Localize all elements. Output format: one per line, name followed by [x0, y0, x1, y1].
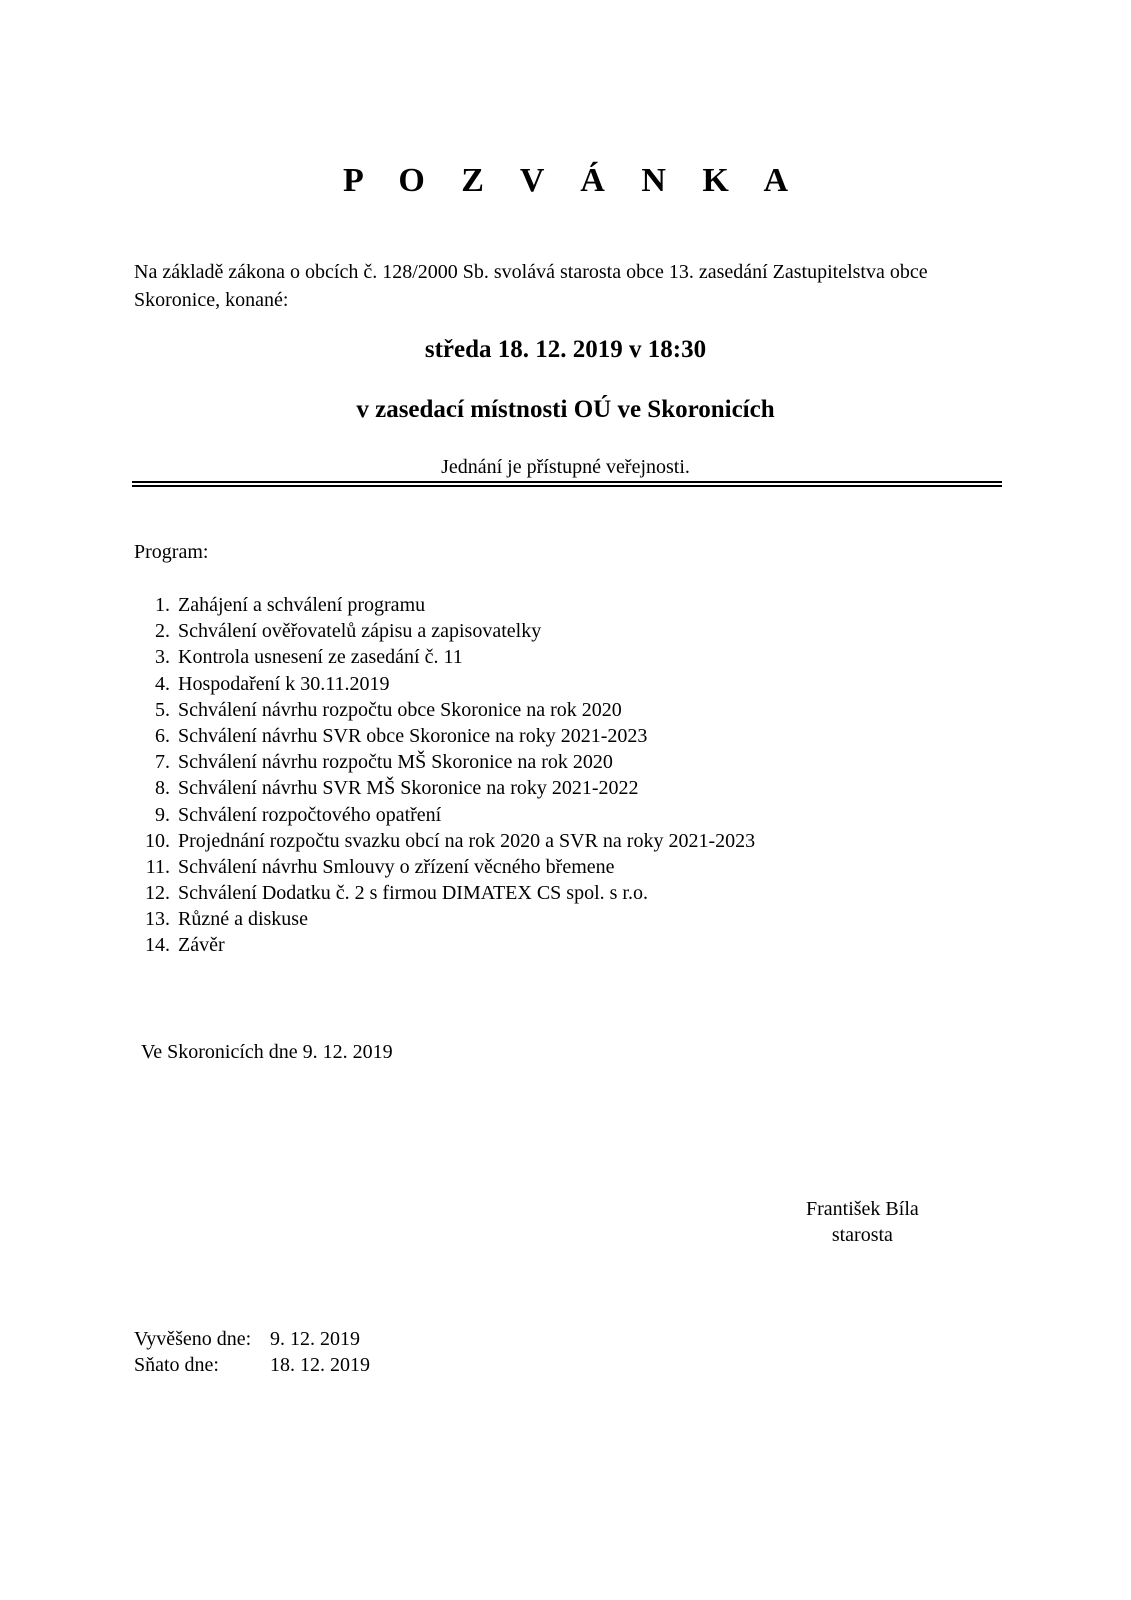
agenda-item: [134, 828, 755, 854]
agenda-item: [134, 775, 755, 801]
posted-label: Vyvěšeno dne:: [134, 1328, 252, 1350]
agenda-item-number: 4.: [155, 672, 170, 695]
agenda-item-text: Zahájení a schválení programu: [178, 594, 426, 616]
agenda-item-text: Schválení návrhu SVR obce Skoronice na roky 2021-2023: [178, 724, 648, 747]
agenda-item-text: Schválení návrhu rozpočtu MŠ Skoronice na rok 2020: [178, 751, 613, 774]
agenda-item-text: Závěr: [178, 934, 225, 957]
public-note: Jednání je přístupné veřejnosti.: [441, 456, 690, 478]
agenda-item-text: Schválení návrhu SVR MŠ Skoronice na roky 2021-2022: [178, 777, 639, 800]
agenda-item-number: 5.: [155, 698, 170, 721]
agenda-item: [134, 854, 755, 880]
agenda-item-number: 2.: [155, 620, 170, 643]
agenda-item: [134, 592, 755, 618]
agenda-item: [134, 880, 755, 906]
agenda-item: [134, 749, 755, 775]
meeting-place: v zasedací místnosti OÚ ve Skoronicích: [356, 396, 775, 423]
signatory-role: starosta: [831, 1224, 893, 1246]
posted-row: [134, 1326, 370, 1352]
agenda-item: [134, 802, 755, 828]
double-divider: [132, 481, 1002, 487]
agenda-item-text: Různé a diskuse: [178, 908, 308, 931]
meeting-date: středa 18. 12. 2019 v 18:30: [424, 336, 707, 363]
agenda-item-text: Hospodaření k 30.11.2019: [178, 672, 390, 695]
agenda-item-number: 8.: [155, 777, 170, 800]
agenda-item: [134, 932, 755, 958]
agenda-item-text: Schválení Dodatku č. 2 s firmou DIMATEX CS spol. s r.o.: [178, 882, 648, 905]
agenda-item: [134, 906, 755, 932]
agenda-item-number: 12.: [145, 882, 170, 905]
agenda-item-number: 13.: [145, 908, 170, 931]
agenda-item-text: Kontrola usnesení ze zasedání č. 11: [178, 646, 463, 669]
agenda-item-number: 1.: [155, 594, 170, 616]
agenda-item-text: Schválení návrhu Smlouvy o zřízení věcného břemene: [178, 855, 615, 878]
removed-date: 18. 12. 2019: [270, 1354, 370, 1376]
place-and-date: Ve Skoronicích dne 9. 12. 2019: [141, 1041, 393, 1063]
agenda-list: [134, 592, 755, 959]
agenda-item-number: 11.: [145, 855, 170, 878]
agenda-item-number: 7.: [155, 751, 170, 774]
agenda-item-number: 9.: [155, 803, 170, 826]
agenda-item-number: 10.: [145, 829, 170, 852]
intro-paragraph: Na základě zákona o obcích č. 128/2000 Sb. svolává starosta obce 13. zasedání Zastupitelstva obce Skoronice, konané:: [134, 261, 928, 311]
agenda-item-text: Schválení ověřovatelů zápisu a zapisovatelky: [178, 620, 542, 643]
agenda-item: [134, 723, 755, 749]
posting-record: [134, 1326, 370, 1378]
posted-date: 9. 12. 2019: [270, 1328, 360, 1350]
agenda-item: [134, 671, 755, 697]
signature-block: [806, 1196, 919, 1248]
agenda-item-number: 6.: [155, 724, 170, 747]
agenda-item-text: Schválení návrhu rozpočtu obce Skoronice na rok 2020: [178, 698, 622, 721]
agenda-item-text: Schválení rozpočtového opatření: [178, 803, 442, 826]
agenda-item-number: 14.: [145, 934, 170, 957]
agenda-item-number: 3.: [155, 646, 170, 669]
program-label: Program:: [134, 541, 209, 563]
agenda-item-text: Projednání rozpočtu svazku obcí na rok 2020 a SVR na roky 2021-2023: [178, 829, 756, 852]
agenda-item: [134, 697, 755, 723]
agenda-item: [134, 618, 755, 644]
agenda-item: [134, 644, 755, 670]
removed-row: [134, 1352, 370, 1378]
signatory-name: František Bíla: [806, 1198, 919, 1220]
removed-label: Sňato dne:: [134, 1354, 219, 1376]
page-title: P O Z V Á N K A: [342, 162, 803, 199]
